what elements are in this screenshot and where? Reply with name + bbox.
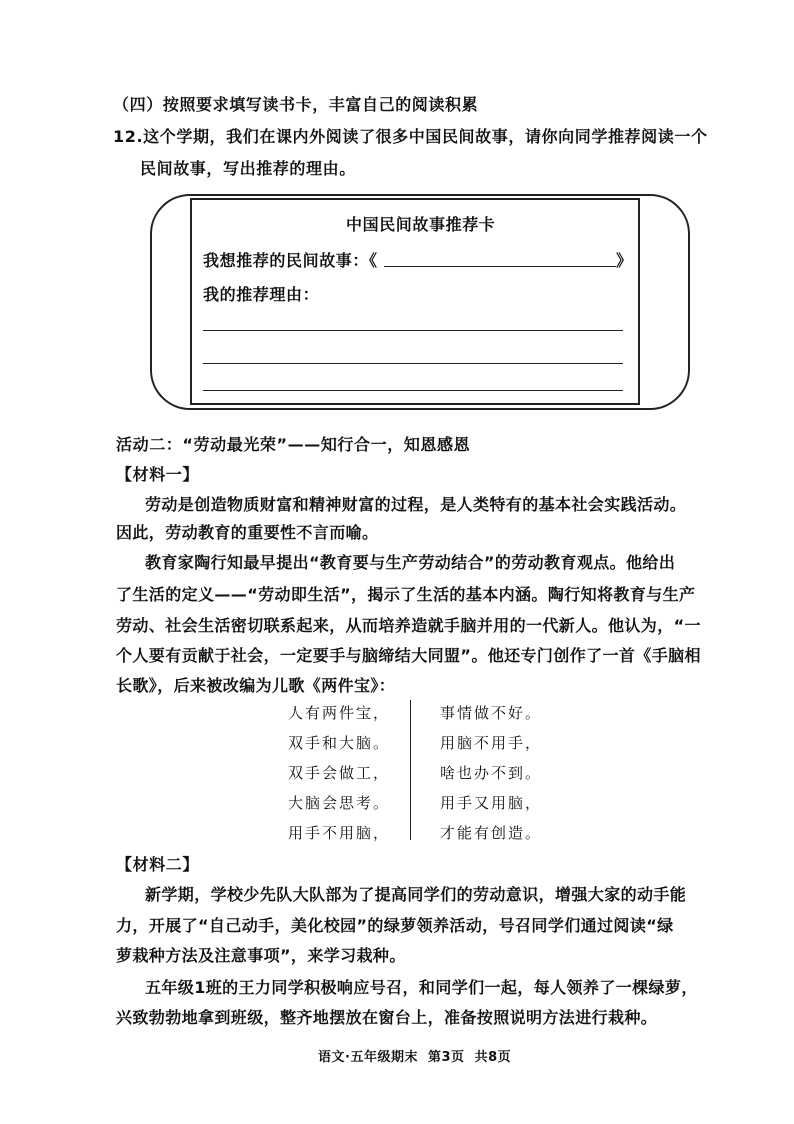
material-two-heading: 【材料二】 xyxy=(116,855,200,874)
poem-left-line: 双手和大脑。 xyxy=(288,734,391,752)
question-12-line-1: 12.这个学期，我们在课内外阅读了很多中国民间故事，请你向同学推荐阅读一个 xyxy=(113,127,708,146)
material-one-heading: 【材料一】 xyxy=(116,465,200,484)
poem-right-line: 才能有创造。 xyxy=(440,824,543,842)
story-title-blank[interactable] xyxy=(384,266,616,267)
poem-divider xyxy=(410,700,411,840)
poem-right-line: 用手又用脑， xyxy=(440,794,543,812)
reason-label: 我的推荐理由： xyxy=(203,285,320,304)
material-one-line: 劳动、社会生活密切联系起来，从而培养造就手脑并用的一代新人。他认为，“一 xyxy=(116,616,701,635)
material-two-line: 新学期，学校少先队大队部为了提高同学们的劳动意识，增强大家的动手能 xyxy=(145,885,687,904)
section-heading: （四）按照要求填写读书卡，丰富自己的阅读积累 xyxy=(113,95,479,114)
poem-left-line: 大脑会思考。 xyxy=(288,794,391,812)
material-one-line: 教育家陶行知最早提出“教育要与生产劳动结合”的劳动教育观点。他给出 xyxy=(145,553,676,572)
material-one-line: 个人要有贡献于社会，一定要手与脑缔结大同盟”。他还专门创作了一首《手脑相 xyxy=(116,646,701,665)
poem-left-line: 用手不用脑， xyxy=(288,824,391,842)
material-one-line: 劳动是创造物质财富和精神财富的过程，是人类特有的基本社会实践活动。 xyxy=(145,495,687,514)
story-label: 我想推荐的民间故事：《 xyxy=(203,251,378,270)
material-one-line: 因此，劳动教育的重要性不言而喻。 xyxy=(116,523,379,542)
activity-two-heading: 活动二：“劳动最光荣”——知行合一，知恩感恩 xyxy=(116,435,471,454)
reason-line-1[interactable] xyxy=(203,330,623,331)
poem-right-line: 啥也办不到。 xyxy=(440,764,543,782)
material-one-line: 了生活的定义——“劳动即生活”，揭示了生活的基本内涵。陶行知将教育与生产 xyxy=(116,585,696,604)
poem-left-line: 人有两件宝， xyxy=(288,704,391,722)
question-12-line-2: 民间故事，写出推荐的理由。 xyxy=(140,159,356,178)
material-one-line: 长歌》，后来被改编为儿歌《两件宝》： xyxy=(116,676,396,695)
poem-left-line: 双手会做工， xyxy=(288,764,391,782)
card-title: 中国民间故事推荐卡 xyxy=(346,215,496,234)
reason-line-3[interactable] xyxy=(203,390,623,391)
poem-right-line: 事情做不好。 xyxy=(440,704,543,722)
story-close-bracket: 》 xyxy=(616,251,633,270)
material-two-line: 力，开展了“自己动手，美化校园”的绿萝领养活动，号召同学们通过阅读“绿 xyxy=(116,916,674,935)
material-two-line: 五年级1班的王力同学积极响应号召，和同学们一起，每人领养了一棵绿萝， xyxy=(145,978,698,997)
reason-line-2[interactable] xyxy=(203,363,623,364)
material-two-line: 萝栽种方法及注意事项”，来学习栽种。 xyxy=(116,946,406,965)
poem-right-line: 用脑不用手， xyxy=(440,734,543,752)
material-two-line: 兴致勃勃地拿到班级，整齐地摆放在窗台上，准备按照说明方法进行栽种。 xyxy=(116,1008,658,1027)
page-footer: 语文·五年级期末 第3页 共8页 xyxy=(318,1050,512,1065)
